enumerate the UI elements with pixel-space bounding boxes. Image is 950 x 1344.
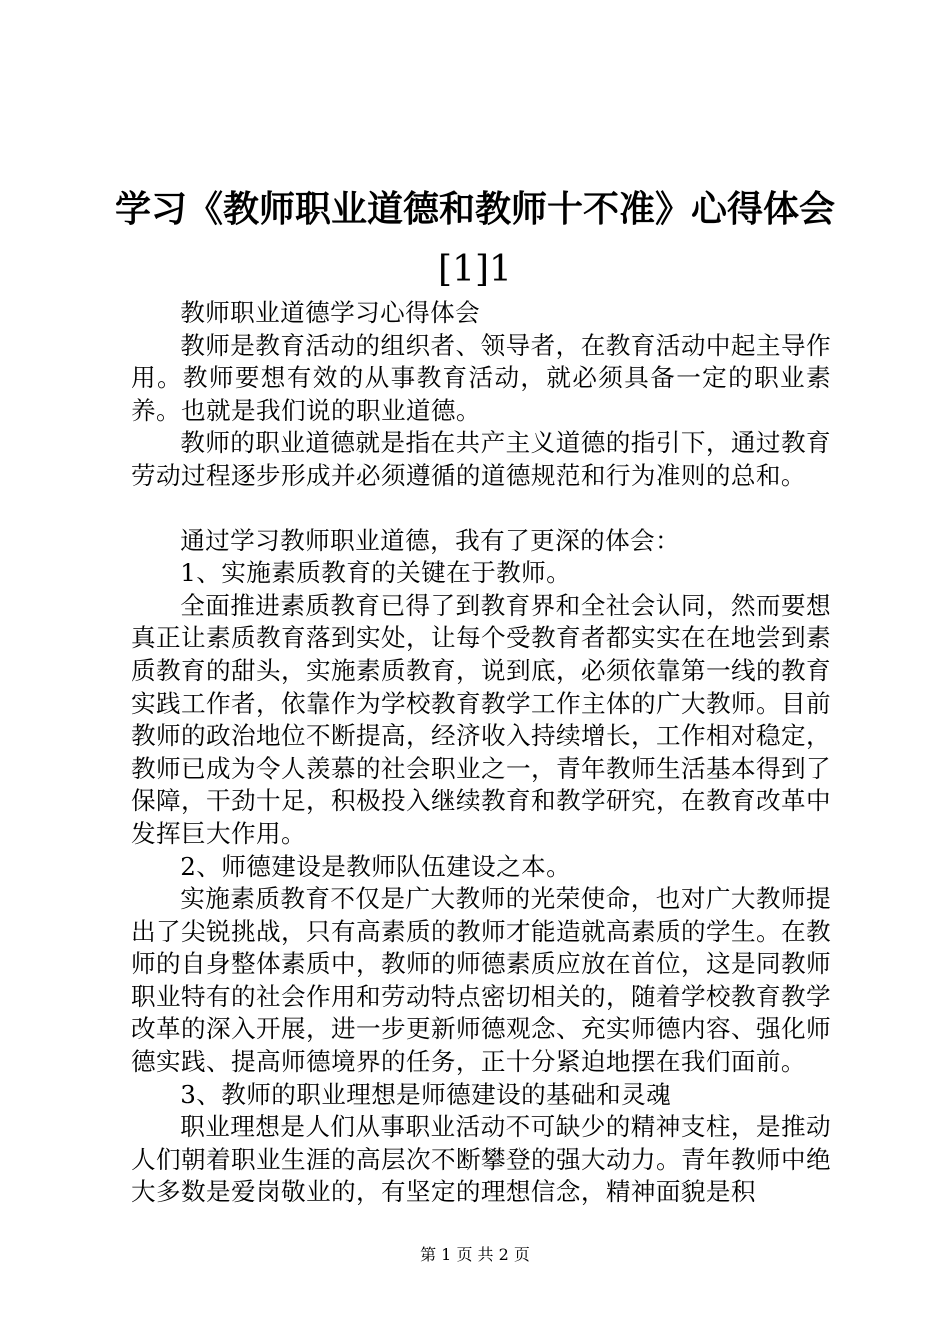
paragraph: 教师的职业道德就是指在共产主义道德的指引下，通过教育劳动过程逐步形成并必须遵循的道德规范和行为准则的总和。 — [131, 428, 831, 490]
document-body — [131, 297, 831, 1209]
paragraph: 通过学习教师职业道德，我有了更深的体会： — [180, 525, 681, 555]
document-title-continuation: [1]1 — [438, 249, 512, 290]
paragraph: 职业理想是人们从事职业活动不可缺少的精神支柱，是推动人们朝着职业生涯的高层次不断攀登的强大动力。青年教师中绝大多数是爱岗敬业的，有坚定的理想信念，精神面貌是积 — [131, 1112, 831, 1207]
section-heading: 2、师德建设是教师队伍建设之本。 — [180, 851, 572, 881]
paragraph-subtitle: 教师职业道德学习心得体会 — [180, 298, 481, 327]
paragraph: 教师是教育活动的组织者、领导者，在教育活动中起主导作用。教师要想有效的从事教育活动，就必须具备一定的职业素养。也就是我们说的职业道德。 — [131, 330, 831, 425]
paragraph: 实施素质教育不仅是广大教师的光荣使命，也对广大教师提出了尖锐挑战，只有高素质的教师才能造就高素质的学生。在教师的自身整体素质中，教师的师德素质应放在首位，这是同教师职业特有的社会作用和劳动特点密切相关的，随着学校教育教学改革的深入开展，进一步更新师德观念、充实师德内容、强化师德实践、提高师德境界的任务，正十分紧迫地摆在我们面前。 — [131, 884, 831, 1077]
section-heading: 3、教师的职业理想是师德建设的基础和灵魂 — [180, 1079, 672, 1109]
section-heading: 1、实施素质教育的关键在于教师。 — [180, 558, 572, 588]
document-title: 学习《教师职业道德和教师十不准》心得体会 — [114, 189, 835, 230]
paragraph: 全面推进素质教育已得了到教育界和全社会认同，然而要想真正让素质教育落到实处，让每个受教育者都实实在在地尝到素质教育的甜头，实施素质教育，说到底，必须依靠第一线的教育实践工作者，依靠作为学校教育教学工作主体的广大教师。目前教师的政治地位不断提高，经济收入持续增长，工作相对稳定，教师已成为令人羡慕的社会职业之一，青年教师生活基本得到了保障，干劲十足，积极投入继续教育和教学研究，在教育改革中发挥巨大作用。 — [131, 590, 831, 848]
page-footer: 第 1 页 共 2 页 — [420, 1245, 530, 1264]
